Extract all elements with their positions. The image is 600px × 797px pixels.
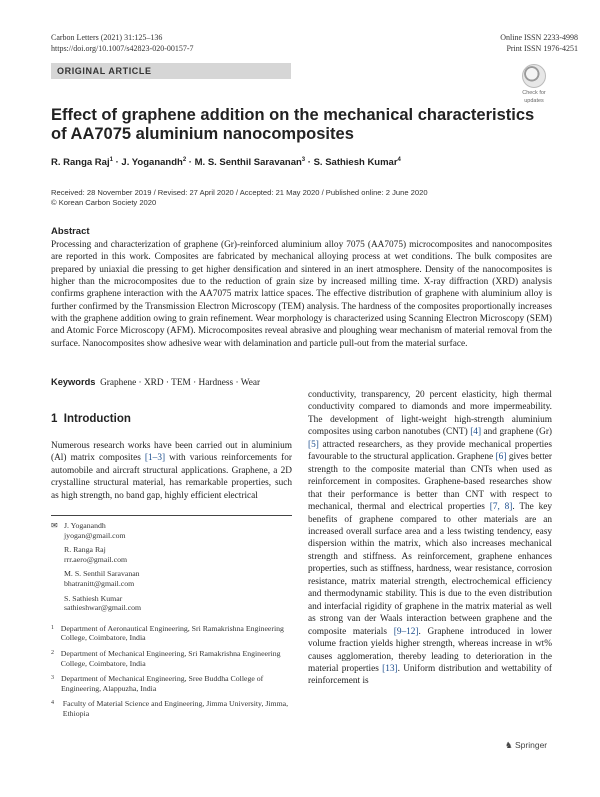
contact-name: M. S. Senthil Saravanan [64, 569, 140, 579]
section-number: 1 [51, 413, 58, 425]
affiliation-item [51, 674, 292, 693]
section-title: Introduction [63, 413, 131, 425]
journal-header-right [500, 32, 578, 54]
body-text: with various reinforcements for automobile and aircraft structural applications. Graphene, a 2D crystalline structural material, has remarkable properties, such as high strength, no band gap, highly efficient electrical [51, 453, 292, 501]
affiliation-text: Department of Mechanical Engineering, Sree Buddha College of Engineering, Alappuzha, India [61, 674, 264, 693]
abstract-text: Processing and characterization of graphene (Gr)-reinforced aluminium alloy 7075 (AA7075) microcomposites and nanocomposites are reported in this work. Composites are fabricated by mechanical alloying process at wet conditions. The bulk composites are prepared by uniaxial die pressing to get higher densification and sintered in an inert atmosphere. Density of the nanocomposites is higher than the microcomposites due to the reduction of grain size by increased milling time. X-ray diffraction (XRD) analysis confirms graphene interaction with the AA7075 matrix lattice spaces. The effective distribution of graphene with aluminium alloy is further confirmed by the Transmission Electron Microscopy (TEM) analysis. The hardness of the composites proportionally increases with the graphene addition owing to grain refinement. Wear morphology is characterized using Scanning Electron Microscopy (SEM) and Atomic Force Microscopy (AFM). Microcomposites reveal abrasive and ploughing wear mechanism of material removal from the surface. Nanocomposites show adhesive wear with delamination and particle pull-out from the material surface. [51, 240, 552, 349]
citation-link[interactable]: [13] [382, 663, 398, 674]
keywords-list: Graphene · XRD · TEM · Hardness · Wear [100, 378, 261, 388]
envelope-icon: ✉ [51, 521, 58, 530]
intro-left-column [51, 440, 292, 502]
author-name[interactable]: R. Ranga Raj [51, 157, 110, 169]
correspondence-entry [51, 569, 292, 588]
contact-email[interactable]: sathieshwar@gmail.com [64, 603, 142, 613]
affiliation-item [51, 649, 292, 668]
history-dates: Received: 28 November 2019 / Revised: 27 April 2020 / Accepted: 21 May 2020 / Published online: 2 June 2020 [51, 188, 428, 197]
journal-header-left [51, 32, 194, 54]
section-heading-introduction [51, 413, 131, 425]
citation-link[interactable]: [9–12] [393, 626, 419, 637]
affiliation-number: 3 [51, 675, 54, 682]
abstract-heading: Abstract [51, 226, 90, 237]
journal-citation: Carbon Letters (2021) 31:125–136 [51, 33, 163, 42]
citation-link[interactable]: [1–3] [144, 453, 166, 464]
body-text: gives better strength to the composite material than CNTs when used as reinforcement in composites. Graphene-based researches show that their performance is better than CNT with respect to mechanical, thermal and electrical properties [308, 452, 552, 513]
print-issn: Print ISSN 1976-4251 [506, 44, 578, 53]
check-for-updates-badge[interactable] [514, 64, 554, 104]
doi-link[interactable]: https://doi.org/10.1007/s42823-020-00157-7 [51, 44, 194, 53]
article-title [51, 106, 551, 144]
citation-link[interactable]: [7, 8] [489, 502, 513, 513]
affiliation-item [51, 624, 292, 643]
affiliation-text: Department of Mechanical Engineering, Sri Ramakrishna Engineering College, Coimbatore, India [60, 648, 281, 668]
affiliation-item [51, 699, 292, 718]
publisher-logo [505, 740, 547, 751]
publisher-name: Springer [515, 740, 548, 750]
contact-email[interactable]: jyogan@gmail.com [64, 530, 126, 540]
author-affil-marker: 4 [397, 157, 401, 163]
correspondence-entry [51, 545, 292, 564]
copyright-line: © Korean Carbon Society 2020 [51, 198, 157, 207]
contact-name: J. Yoganandh [64, 521, 106, 530]
badge-label-1: Check for [522, 90, 546, 96]
affiliation-number: 1 [51, 624, 54, 631]
affiliation-number: 2 [51, 649, 54, 656]
springer-horse-icon: ♞ [505, 740, 513, 750]
contact-name: R. Ranga Raj [64, 545, 106, 555]
intro-right-column [308, 389, 552, 688]
author-affil-marker: 2 [182, 157, 187, 163]
body-text: conductivity, transparency, 20 percent elasticity, high thermal conductivity compared to diamonds and more impermeability. The development of light-weight high-strength aluminium composites using carbon nanotubes (CNT) [308, 390, 552, 438]
author-name[interactable]: S. Sathiesh Kumar [313, 157, 398, 169]
keywords-line [51, 377, 260, 388]
affiliation-text: Department of Aeronautical Engineering, Sri Ramakrishna Engineering College, Coimbatore, India [60, 623, 284, 643]
affiliation-text: Faculty of Material Science and Engineering, Jimma University, Jimma, Ethiopia [62, 699, 289, 718]
author-name[interactable]: M. S. Senthil Saravanan [194, 157, 302, 169]
affiliation-number: 4 [51, 700, 54, 707]
correspondence-block [51, 521, 292, 719]
citation-link[interactable]: [4] [470, 427, 482, 438]
author-affil-marker: 3 [301, 157, 306, 163]
article-type-banner: ORIGINAL ARTICLE [51, 63, 291, 79]
check-for-updates-icon [522, 64, 546, 88]
body-text: Numerous research works have been carried out in aluminium (Al) matrix composites [51, 441, 292, 464]
correspondence-entry [51, 521, 292, 540]
badge-label-2: updates [524, 98, 544, 104]
citation-link[interactable]: [5] [308, 439, 319, 450]
body-text: . Graphene introduced in lower volume fraction yields higher strength, whereas increase in wt% causes agglomeration, thereby leading to deterioration in the material properties [308, 626, 552, 674]
contact-email[interactable]: rrr.aero@gmail.com [64, 554, 128, 564]
title-line-1: Effect of graphene addition on the mechanical characteristics [51, 106, 535, 124]
title-line-2: of AA7075 aluminium nanocomposites [51, 125, 354, 143]
author-affil-marker: 1 [109, 157, 113, 163]
footnote-divider [51, 515, 292, 516]
contact-name: S. Sathiesh Kumar [64, 593, 123, 603]
body-text: and graphene (Gr) [481, 427, 553, 438]
correspondence-entry [51, 594, 292, 613]
online-issn: Online ISSN 2233-4998 [500, 33, 578, 42]
citation-link[interactable]: [6] [495, 452, 507, 463]
author-name[interactable]: J. Yoganandh [121, 157, 183, 169]
body-text: attracted researchers, as they provide mechanical properties favourable to the structural application. Graphene [308, 439, 552, 463]
publication-history [51, 188, 428, 208]
author-list: R. Ranga Raj$^1$ · J. Yoganandh$^2$ · M. S. Senthil Saravanan$^3$ · S. Sathiesh Kumar$^4$ [51, 157, 401, 169]
keywords-label: Keywords [51, 377, 96, 387]
body-text: . The key benefits of graphene compared to other materials are an increased overall surface area and a less twisting tendency, easy dispersion within the matrix, which also increases mechanical strength and stiffness. As reinforcement, graphene enhances properties, such as stiffness, hardness, wear resistance, corrosion resistance, matrix material strength, electrochemical efficiency and thermodynamic stability. This is due to the even distribution and interfacial rigidity of graphene in the matrix material as well as strong van der Waals interaction between graphene and the composite materials [308, 502, 553, 637]
body-text: . Uniform distribution and wettability of reinforcement is [308, 663, 552, 687]
contact-email[interactable]: bhatranitt@gmail.com [64, 578, 135, 588]
